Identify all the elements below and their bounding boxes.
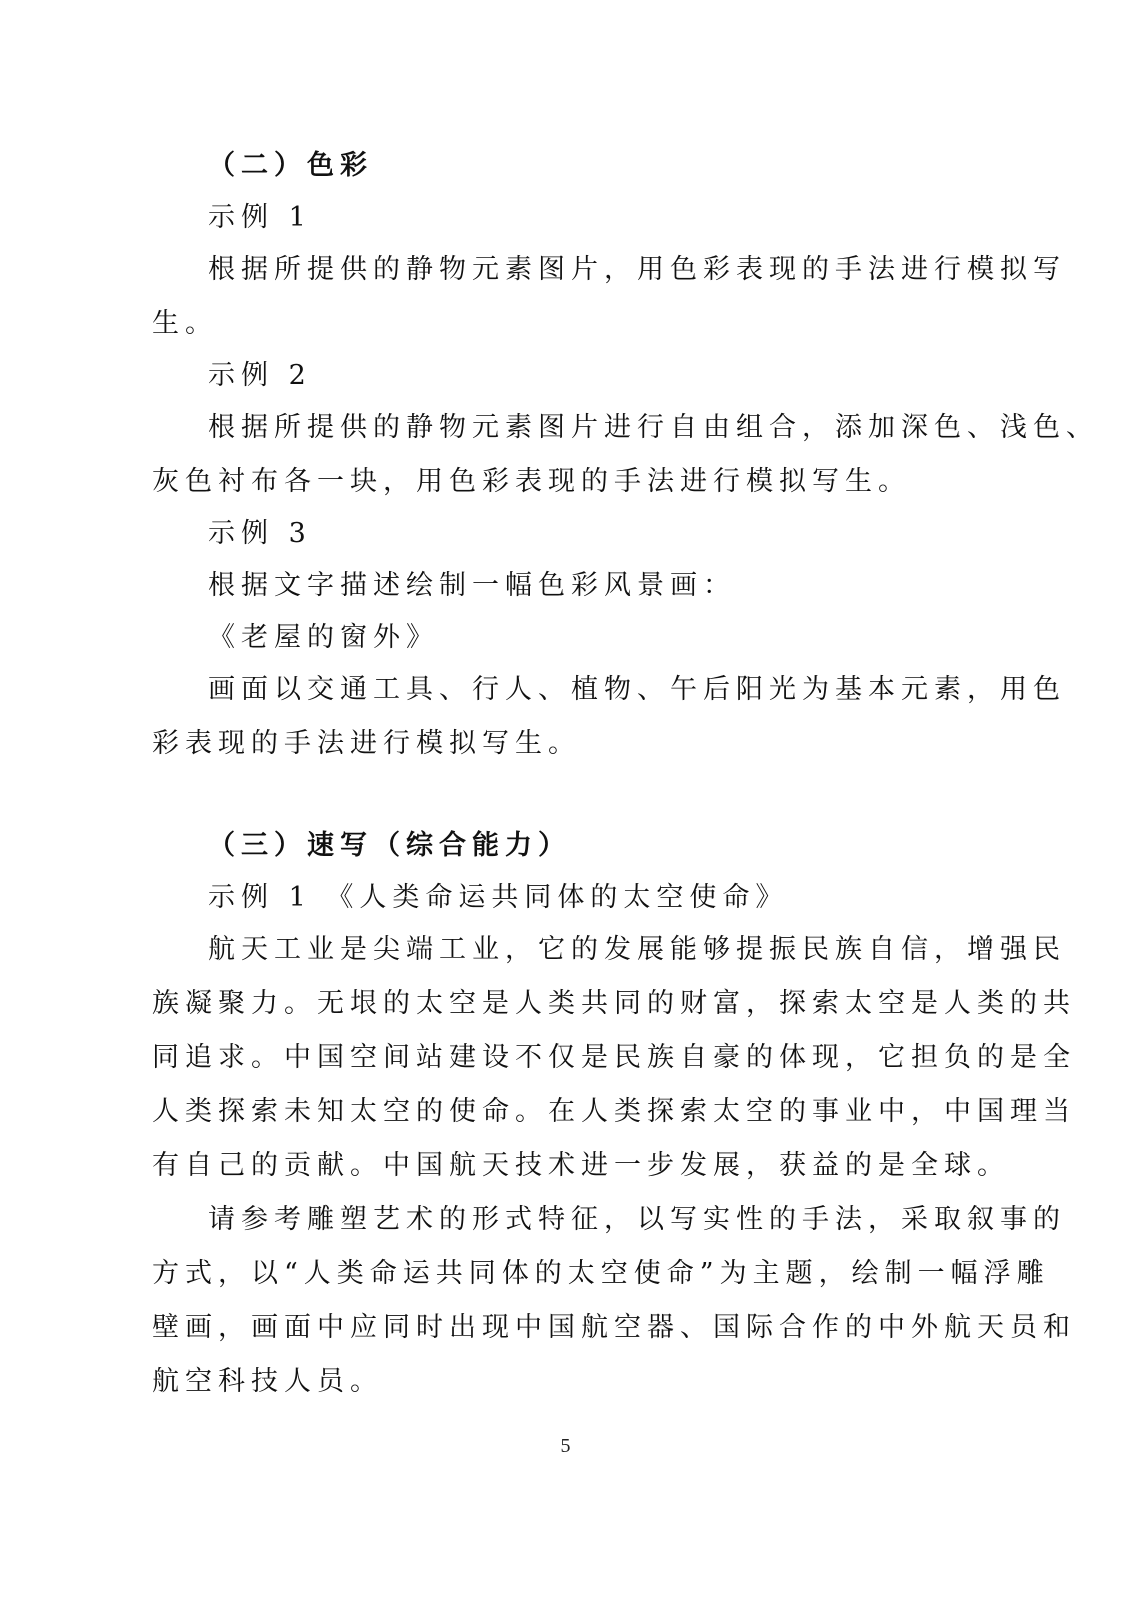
section-heading-color: （二）色彩 <box>208 150 373 181</box>
paragraph-line: 画面以交通工具、行人、植物、午后阳光为基本元素，用色 <box>208 674 1066 705</box>
paragraph-line: 请参考雕塑艺术的形式特征，以写实性的手法，采取叙事的 <box>208 1204 1066 1235</box>
paragraph-line: 航空科技人员。 <box>152 1366 383 1397</box>
paragraph-line: 根据所提供的静物元素图片，用色彩表现的手法进行模拟写 <box>208 254 1066 285</box>
paragraph-line: 彩表现的手法进行模拟写生。 <box>152 728 581 759</box>
paragraph-line: 根据文字描述绘制一幅色彩风景画： <box>208 570 736 601</box>
example-label: 示例 3 <box>208 518 312 549</box>
page-number: 5 <box>560 1435 571 1457</box>
paragraph-line: 生。 <box>152 308 218 339</box>
paragraph-line: 族凝聚力。无垠的太空是人类共同的财富，探索太空是人类的共 <box>152 988 1076 1019</box>
paragraph-line: 有自己的贡献。中国航天技术进一步发展，获益的是全球。 <box>152 1150 1010 1181</box>
artwork-title: 《老屋的窗外》 <box>208 622 439 653</box>
example-label: 示例 2 <box>208 360 312 391</box>
paragraph-line: 同追求。中国空间站建设不仅是民族自豪的体现，它担负的是全 <box>152 1042 1076 1073</box>
paragraph-line: 航天工业是尖端工业，它的发展能够提振民族自信，增强民 <box>208 934 1066 965</box>
paragraph-line: 方式，以“人类命运共同体的太空使命”为主题，绘制一幅浮雕 <box>152 1258 1050 1289</box>
paragraph-line: 灰色衬布各一块，用色彩表现的手法进行模拟写生。 <box>152 466 911 497</box>
example-label: 示例 1 《人类命运共同体的太空使命》 <box>208 882 789 913</box>
paragraph-line: 人类探索未知太空的使命。在人类探索太空的事业中，中国理当 <box>152 1096 1076 1127</box>
paragraph-line: 根据所提供的静物元素图片进行自由组合，添加深色、浅色、 <box>208 412 1099 443</box>
section-heading-sketch: （三）速写（综合能力） <box>208 830 571 861</box>
example-label: 示例 1 <box>208 202 312 233</box>
paragraph-line: 壁画，画面中应同时出现中国航空器、国际合作的中外航天员和 <box>152 1312 1076 1343</box>
